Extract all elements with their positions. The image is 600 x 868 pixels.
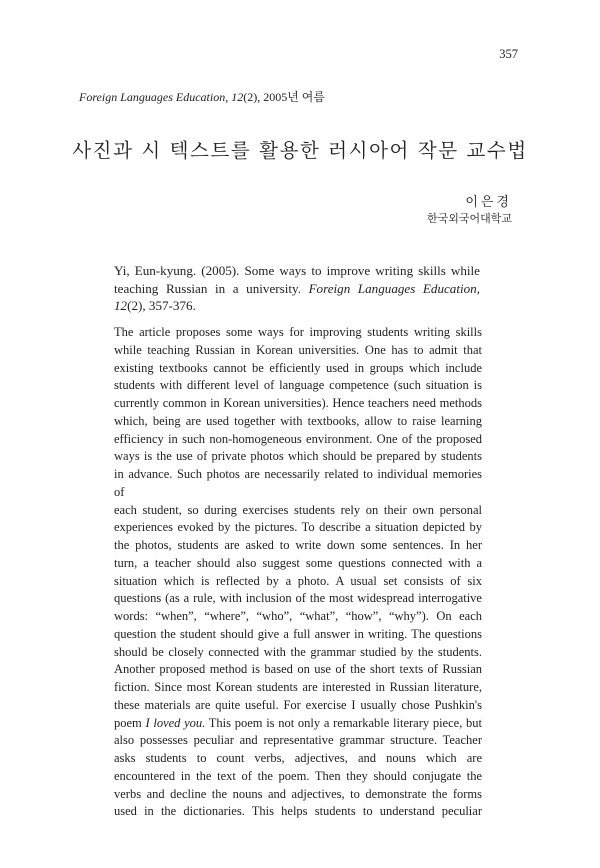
- journal-volume: 12: [231, 90, 244, 104]
- abstract-line: [114, 502, 482, 520]
- abstract-text: situation which is reflected by a photo. A usual set consists of six: [114, 573, 482, 588]
- abstract-line: [114, 519, 482, 537]
- abstract-text: questions (as a rule, with inclusion of the most widespread interrogative: [114, 591, 482, 606]
- citation-pages: (2), 357-376.: [127, 298, 196, 313]
- abstract-text: This poem is not only a remarkable literary piece, but: [205, 715, 482, 730]
- abstract-line: [114, 573, 482, 591]
- abstract-text: ways is the use of private photos which should be prepared by students: [114, 449, 482, 464]
- italic-title: I loved you.: [145, 715, 206, 730]
- citation: [114, 262, 480, 315]
- abstract: [114, 324, 482, 821]
- abstract-text: these materials are quite useful. For exercise I usually chose Pushkin's: [114, 697, 482, 712]
- abstract-text: currently common in Korean universities). Hence teachers need methods: [114, 396, 482, 410]
- abstract-line: [114, 626, 482, 644]
- abstract-line: [114, 555, 482, 573]
- abstract-text: efficiency in such non-homogeneous environment. One of the proposed: [114, 431, 482, 446]
- citation-journal: Foreign Languages Education,: [308, 280, 481, 296]
- abstract-line: [114, 377, 482, 395]
- abstract-line: [114, 715, 482, 733]
- abstract-text: poem: [114, 715, 146, 730]
- abstract-line: [114, 590, 482, 608]
- abstract-line: [114, 768, 482, 786]
- abstract-text: in advance. Such photos are necessarily related to individual memories of: [114, 467, 482, 499]
- abstract-text: words: “when”, “where”, “who”, “what”, “how”, “why”). On each: [114, 609, 482, 623]
- abstract-line: [114, 466, 482, 502]
- abstract-text: asks students to count verbs, adjectives, and nouns which are: [114, 751, 482, 765]
- author-name: 이은경: [465, 195, 512, 210]
- abstract-line: [114, 413, 482, 431]
- abstract-text: The article proposes some ways for improving students writing skills: [114, 325, 482, 339]
- journal-name: Foreign Languages Education,: [79, 90, 229, 104]
- abstract-text: also possesses peculiar and representative grammar structure. Teacher: [114, 733, 482, 748]
- article-title: 사진과 시 텍스트를 활용한 러시아어 작문 교수법: [72, 139, 528, 163]
- citation-volume: 12: [114, 298, 128, 313]
- abstract-line: [114, 786, 482, 804]
- abstract-line: [114, 395, 482, 413]
- abstract-line: [114, 431, 482, 449]
- journal-issue-year: (2), 2005년 여름: [243, 90, 325, 104]
- abstract-text: should be closely connected with the grammar studied by the students.: [114, 644, 482, 659]
- abstract-line: [114, 750, 482, 768]
- abstract-text: experiences evoked by the pictures. To describe a situation depicted by: [114, 520, 482, 535]
- abstract-text: Another proposed method is based on use of the short texts of Russian: [114, 662, 482, 677]
- abstract-line: [114, 697, 482, 715]
- abstract-line: [114, 360, 482, 378]
- abstract-text: while teaching Russian in Korean universities. One has to admit that: [114, 342, 482, 357]
- abstract-line: [114, 448, 482, 466]
- abstract-line: [114, 342, 482, 360]
- abstract-text: turn, a teacher should also suggest some questions connected with a: [114, 555, 482, 570]
- abstract-line: [114, 537, 482, 555]
- abstract-line: [114, 679, 482, 697]
- abstract-line: [114, 661, 482, 679]
- abstract-line: [114, 732, 482, 750]
- abstract-line: [114, 644, 482, 662]
- journal-header: [79, 88, 325, 105]
- author-affiliation: 한국외국어대학교: [426, 212, 512, 225]
- abstract-text: encountered in the text of the poem. Then they should conjugate the: [114, 768, 482, 783]
- abstract-text: used in the dictionaries. This helps students to understand peculiar: [114, 804, 482, 819]
- abstract-text: fiction. Since most Korean students are interested in Russian literature,: [114, 680, 482, 694]
- abstract-text: students with different level of language competence (such situation is: [114, 378, 482, 393]
- abstract-text: question the student should give a full answer in writing. The questions: [114, 626, 482, 641]
- abstract-line: [114, 803, 482, 821]
- abstract-text: verbs and decline the nouns and adjectives, to demonstrate the forms: [114, 786, 482, 801]
- abstract-line: [114, 324, 482, 342]
- abstract-line: [114, 608, 482, 626]
- page-number: 357: [499, 47, 518, 61]
- citation-prefix: Yi, Eun-kyung. (2005). Some ways to improve writing skills while teaching Russian in a university.: [114, 263, 480, 296]
- abstract-text: which, being are used together with textbooks, allow to raise learning: [114, 413, 482, 428]
- abstract-text: the photos, students are asked to write down some sentences. In her: [114, 538, 482, 552]
- abstract-text: existing textbooks cannot be efficiently used in groups which include: [114, 360, 482, 375]
- abstract-text: each student, so during exercises students rely on their own personal: [114, 502, 482, 517]
